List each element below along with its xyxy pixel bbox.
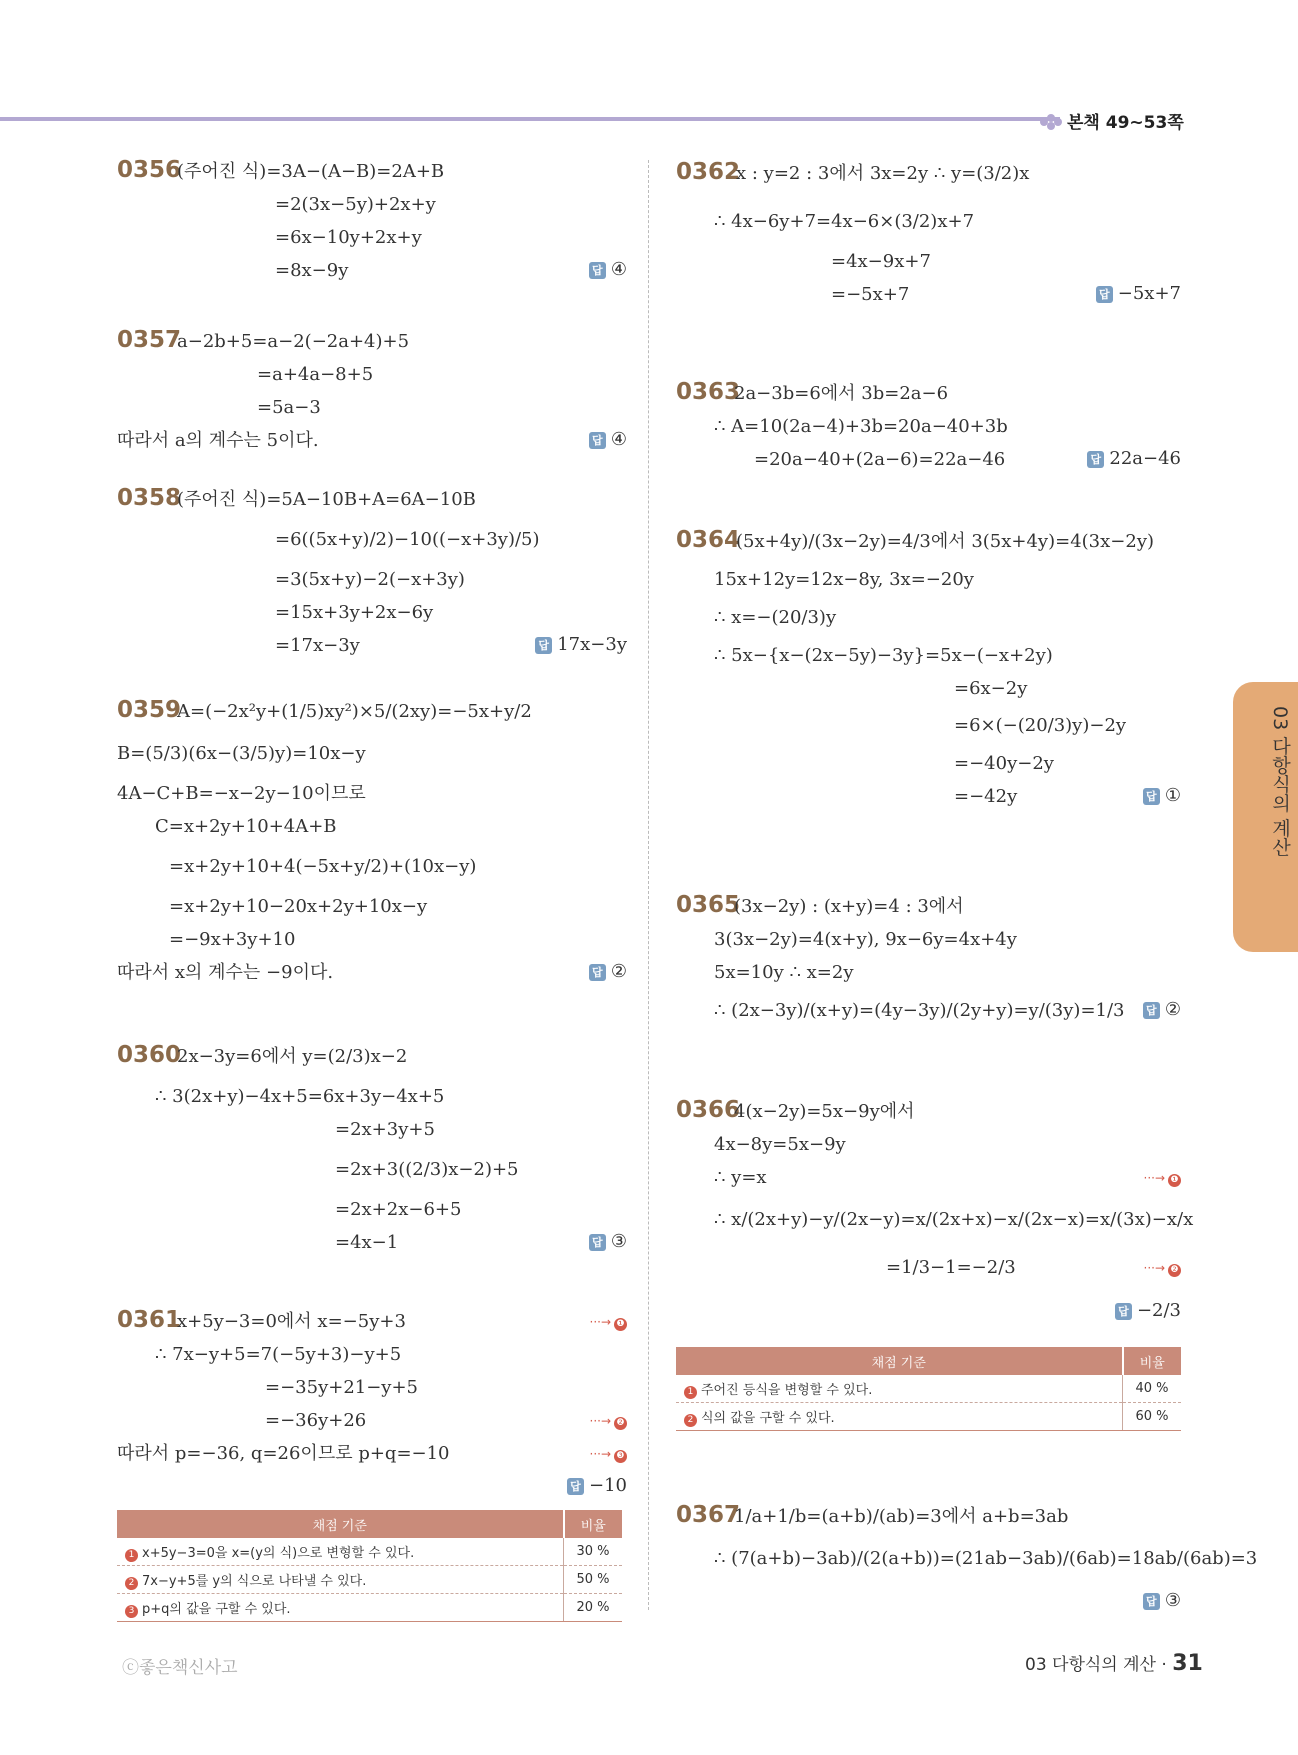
answer-value: 22a−46 (1109, 448, 1181, 469)
solution-line: =x+2y+10+4(−5x+y/2)+(10x−y) (169, 856, 477, 877)
solution-line: ∴ 3(2x+y)−4x+5=6x+3y−4x+5 (155, 1086, 445, 1107)
grading-table (676, 1347, 1181, 1431)
solution-line: ∴ 4x−6y+7=4x−6×(3/2)x+7 (714, 211, 975, 232)
solution-line: =−42y (954, 786, 1018, 807)
solution-line: =−36y+26 (265, 1410, 367, 1431)
solution-line: ∴ A=10(2a−4)+3b=20a−40+3b (714, 416, 1008, 437)
solution-line: =6((5x+y)/2)−10((−x+3y)/5) (275, 529, 540, 550)
criteria-cell (676, 1375, 1123, 1403)
solution-line: =2x+2x−6+5 (335, 1199, 462, 1220)
step-number: ❷ (614, 1417, 627, 1430)
solution-line: =2x+3y+5 (335, 1119, 435, 1140)
solution-line: 5x=10y ∴ x=2y (714, 962, 854, 983)
solution-line: =4x−1 (335, 1232, 399, 1253)
criteria-text: p+q의 값을 구할 수 있다. (142, 1601, 291, 1617)
solution-line: 4A−C+B=−x−2y−10이므로 (117, 783, 366, 804)
solution-line: 4(x−2y)=5x−9y에서 (734, 1101, 915, 1122)
answer-badge: 답 (589, 1234, 606, 1251)
solution-line: 2x−3y=6에서 y=(2/3)x−2 (177, 1046, 408, 1067)
criteria-mark: 1 (125, 1549, 138, 1562)
answer (589, 961, 627, 982)
problem-number: 0356 (117, 157, 182, 183)
step-marker: ···→ ❷ (1144, 1261, 1182, 1277)
answer-value: 17x−3y (557, 634, 627, 655)
solution-line: ∴ (2x−3y)/(x+y)=(4y−3y)/(2y+y)=y/(3y)=1/3 (714, 1000, 1125, 1021)
solution-line: x+5y−3=0에서 x=−5y+3 (177, 1311, 406, 1332)
solution-line: ∴ y=x (714, 1167, 767, 1188)
criteria-text: x+5y−3=0을 x=(y의 식)으로 변형할 수 있다. (142, 1545, 415, 1561)
solution-line: C=x+2y+10+4A+B (155, 816, 337, 837)
page-number: 31 (1172, 1651, 1203, 1676)
answer (589, 259, 627, 280)
solution-line: =3(5x+y)−2(−x+3y) (275, 569, 465, 590)
problem-number: 0358 (117, 485, 182, 511)
solution-line: ∴ (7(a+b)−3ab)/(2(a+b))=(21ab−3ab)/(6ab)=18ab/(6ab)=3 (714, 1548, 1258, 1569)
criteria-header: 채점 기준 (117, 1510, 564, 1538)
problem-number: 0357 (117, 327, 182, 353)
solution-line: 1/a+1/b=(a+b)/(ab)=3에서 a+b=3ab (734, 1506, 1069, 1527)
criteria-text: 식의 값을 구할 수 있다. (701, 1410, 835, 1426)
answer (589, 429, 627, 450)
answer-badge: 답 (1115, 1303, 1132, 1320)
criteria-cell (117, 1594, 564, 1622)
problem-number: 0364 (676, 527, 741, 553)
answer-value: ③ (610, 1231, 627, 1252)
ratio-cell: 60 % (1123, 1403, 1182, 1431)
solution-line: a−2b+5=a−2(−2a+4)+5 (177, 331, 410, 352)
problem-number: 0367 (676, 1502, 741, 1528)
criteria-mark: 2 (125, 1577, 138, 1590)
column-divider (648, 160, 649, 1610)
ratio-header: 비율 (1123, 1347, 1182, 1375)
publisher-credit: ⓒ좋은책신사고 (122, 1658, 238, 1678)
criteria-cell (117, 1566, 564, 1594)
step-marker: ···→ ❶ (1144, 1171, 1182, 1187)
solution-line: 3(3x−2y)=4(x+y), 9x−6y=4x+4y (714, 929, 1017, 950)
chapter-side-tab (1233, 682, 1298, 952)
answer-badge: 답 (1143, 788, 1160, 805)
answer-value: −10 (589, 1475, 627, 1496)
solution-line: =20a−40+(2a−6)=22a−46 (754, 449, 1006, 470)
answer-value: ④ (610, 429, 627, 450)
step-number: ❶ (1168, 1174, 1181, 1187)
solution-line: =2x+3((2/3)x−2)+5 (335, 1159, 519, 1180)
answer-value: −2/3 (1136, 1300, 1181, 1321)
criteria-text: 7x−y+5를 y의 식으로 나타낼 수 있다. (142, 1573, 367, 1589)
criteria-mark: 3 (125, 1605, 138, 1618)
solution-line: =15x+3y+2x−6y (275, 602, 434, 623)
ratio-cell: 20 % (564, 1594, 623, 1622)
problem-number: 0366 (676, 1097, 741, 1123)
problem-number: 0365 (676, 892, 741, 918)
footer-chapter: 03 다항식의 계산 · (1025, 1655, 1167, 1675)
solution-line: (5x+4y)/(3x−2y)=4/3에서 3(5x+4y)=4(3x−2y) (736, 531, 1155, 552)
solution-line: 2a−3b=6에서 3b=2a−6 (734, 383, 949, 404)
answer (1115, 1300, 1181, 1321)
step-marker: ···→ ❶ (590, 1315, 628, 1331)
answer (1143, 1590, 1181, 1611)
solution-line: x : y=2 : 3에서 3x=2y ∴ y=(3/2)x (736, 163, 1030, 184)
solution-line: =−40y−2y (954, 753, 1054, 774)
solution-line: =−9x+3y+10 (169, 929, 296, 950)
answer-badge: 답 (1096, 286, 1113, 303)
step-number: ❸ (614, 1450, 627, 1463)
solution-line: 15x+12y=12x−8y, 3x=−20y (714, 569, 974, 590)
step-marker: ···→ ❷ (590, 1414, 628, 1430)
solution-line: ∴ 5x−{x−(2x−5y)−3y}=5x−(−x+2y) (714, 645, 1053, 666)
answer-value: ① (1164, 785, 1181, 806)
header-rule (0, 117, 1060, 121)
answer-value: ③ (1164, 1590, 1181, 1611)
chapter-side-tab-label: 03 다항식의 계산 (1269, 706, 1291, 857)
ratio-header: 비율 (564, 1510, 623, 1538)
answer-badge: 답 (1087, 451, 1104, 468)
solution-line: ∴ 7x−y+5=7(−5y+3)−y+5 (155, 1344, 402, 1365)
answer-badge: 답 (589, 964, 606, 981)
problem-number: 0363 (676, 379, 741, 405)
problem-number: 0360 (117, 1042, 182, 1068)
answer (1096, 283, 1181, 304)
answer-value: ② (610, 961, 627, 982)
problem-number: 0361 (117, 1307, 182, 1333)
solution-line: B=(5/3)(6x−(3/5)y)=10x−y (117, 743, 366, 764)
solution-line: A=(−2x²y+(1/5)xy²)×5/(2xy)=−5x+y/2 (177, 701, 532, 722)
solution-line: =a+4a−8+5 (257, 364, 374, 385)
solution-line: ∴ x/(2x+y)−y/(2x−y)=x/(2x+x)−x/(2x−x)=x/(3x)−x/x (714, 1209, 1194, 1230)
solution-line: 따라서 p=−36, q=26이므로 p+q=−10 (117, 1443, 450, 1464)
solution-line: =2(3x−5y)+2x+y (275, 194, 436, 215)
answer-badge: 답 (1143, 1593, 1160, 1610)
solution-line: ∴ x=−(20/3)y (714, 607, 837, 628)
solution-line: =−35y+21−y+5 (265, 1377, 419, 1398)
solution-line: =17x−3y (275, 635, 360, 656)
solution-line: =8x−9y (275, 260, 349, 281)
step-marker: ···→ ❸ (590, 1447, 628, 1463)
criteria-text: 주어진 등식을 변형할 수 있다. (701, 1382, 873, 1398)
problem-number: 0362 (676, 159, 741, 185)
solution-line: (주어진 식)=3A−(A−B)=2A+B (177, 161, 445, 182)
solution-line: 따라서 x의 계수는 −9이다. (117, 962, 334, 983)
answer-value: ④ (610, 259, 627, 280)
answer (1087, 448, 1181, 469)
criteria-cell (117, 1538, 564, 1566)
solution-line: =x+2y+10−20x+2y+10x−y (169, 896, 428, 917)
solution-line: =6×(−(20/3)y)−2y (954, 715, 1127, 736)
answer-badge: 답 (589, 262, 606, 279)
solution-line: 따라서 a의 계수는 5이다. (117, 430, 319, 451)
ratio-cell: 40 % (1123, 1375, 1182, 1403)
step-number: ❶ (614, 1318, 627, 1331)
answer (567, 1475, 627, 1496)
answer (1143, 785, 1181, 806)
answer (535, 634, 627, 655)
solution-line: (주어진 식)=5A−10B+A=6A−10B (177, 489, 476, 510)
grading-table (117, 1510, 622, 1622)
solution-line: =6x−2y (954, 678, 1028, 699)
solution-line: =5a−3 (257, 397, 321, 418)
ratio-cell: 30 % (564, 1538, 623, 1566)
criteria-header: 채점 기준 (676, 1347, 1123, 1375)
page-reference-text: 본책 49~53쪽 (1067, 113, 1184, 133)
answer-badge: 답 (535, 637, 552, 654)
solution-line: =−5x+7 (831, 284, 910, 305)
flower-icon (1040, 114, 1062, 130)
answer (589, 1231, 627, 1252)
step-number: ❷ (1168, 1264, 1181, 1277)
solution-line: =6x−10y+2x+y (275, 227, 422, 248)
solution-line: =4x−9x+7 (831, 251, 931, 272)
criteria-cell (676, 1403, 1123, 1431)
page-reference (1040, 108, 1184, 133)
answer-value: ② (1164, 999, 1181, 1020)
solution-line: 4x−8y=5x−9y (714, 1134, 846, 1155)
criteria-mark: 2 (684, 1414, 697, 1427)
criteria-mark: 1 (684, 1386, 697, 1399)
ratio-cell: 50 % (564, 1566, 623, 1594)
answer (1143, 999, 1181, 1020)
answer-value: −5x+7 (1117, 283, 1181, 304)
page-footer (1025, 1650, 1203, 1676)
answer-badge: 답 (1143, 1002, 1160, 1019)
solution-line: =1/3−1=−2/3 (886, 1257, 1016, 1278)
solution-line: (3x−2y) : (x+y)=4 : 3에서 (734, 896, 964, 917)
answer-badge: 답 (567, 1478, 584, 1495)
answer-badge: 답 (589, 432, 606, 449)
problem-number: 0359 (117, 697, 182, 723)
